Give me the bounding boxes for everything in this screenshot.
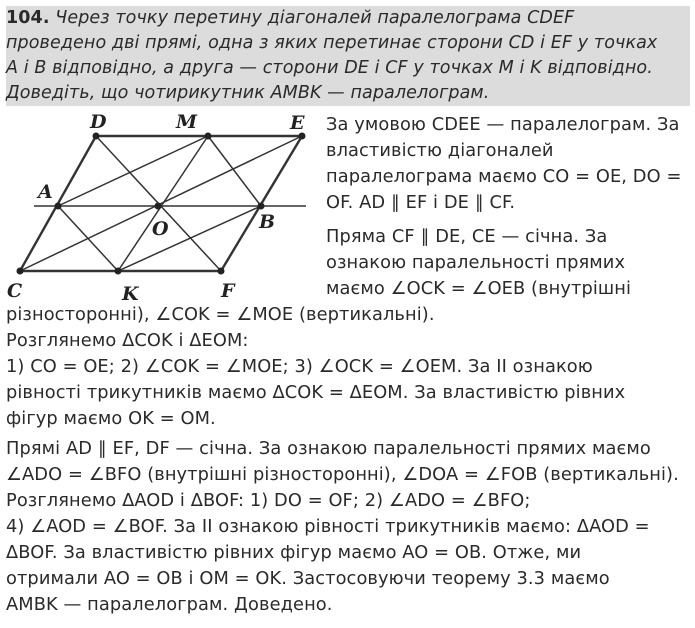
label-a: A	[38, 181, 53, 203]
problem-number: 104.	[6, 8, 50, 28]
problem-line-1: 104. Через точку перетину діагоналей паралелограма CDEF	[6, 8, 575, 28]
point-c	[17, 268, 24, 275]
point-a	[55, 203, 62, 210]
problem-line-4: Доведіть, що чотирикутник AMBK — паралелограм.	[6, 83, 490, 103]
point-d	[93, 133, 100, 140]
parallelogram-figure	[6, 108, 324, 308]
point-o	[155, 203, 162, 210]
solution-line: Пряма CF ∥ DE, CE — січна. За	[326, 226, 608, 247]
solution-line: рівності трикутників маємо ΔCOK = ΔEOM. За властивістю рівних	[6, 382, 626, 403]
problem-line-2: проведено дві прямі, одна з яких перетинає сторони CD і EF у точках	[6, 33, 658, 53]
solution-line: Розглянемо ΔCOK і ΔEOM:	[6, 330, 249, 351]
solution-line: маємо ∠OCK = ∠OEB (внутрішні	[326, 278, 632, 299]
problem-line-3: A і B відповідно, а друга — сторони DE і CF у точках M і K відповідно.	[6, 58, 653, 78]
point-k	[115, 268, 122, 275]
side-mb	[208, 136, 261, 206]
solution-line: 1) CO = OE; 2) ∠COK = ∠MOE; 3) ∠OCK = ∠OEM. За II ознакою	[6, 356, 593, 377]
solution-line: За умовою CDEE — паралелограм. За	[326, 114, 680, 135]
label-o: O	[152, 218, 169, 240]
side-ka	[58, 206, 118, 271]
label-b: B	[259, 211, 276, 233]
solution-line: Розглянемо ΔAOD і ΔBOF: 1) DO = OF; 2) ∠ADO = ∠BFO;	[6, 490, 531, 511]
solution-line: фігур маємо OK = OM.	[6, 408, 216, 429]
point-m	[205, 133, 212, 140]
label-f: F	[221, 280, 235, 302]
solution-line: AMBK — паралелограм. Доведено.	[6, 594, 333, 615]
problem-statement	[6, 6, 690, 106]
point-b	[258, 203, 265, 210]
solution-line: ознакою паралельності прямих	[326, 252, 626, 273]
solution-line: властивістю діагоналей	[326, 140, 554, 161]
label-m: M	[176, 111, 198, 133]
solution-line: OF. AD ∥ EF і DE ∥ CF.	[326, 192, 516, 213]
solution-line: ∠ADO = ∠BFO (внутрішні різносторонні), ∠DOA = ∠FOB (вертикальні).	[6, 464, 679, 485]
solution-line: паралелограма маємо CO = OE, DO =	[326, 166, 682, 187]
solution-line: Прямі AD ∥ EF, DF — січна. За ознакою паралельності прямих маємо	[6, 438, 651, 459]
label-c: C	[7, 280, 23, 302]
solution-line: різносторонні), ∠COK = ∠MOE (вертикальні).	[6, 304, 435, 325]
label-k: K	[122, 283, 139, 305]
solution-line: ΔBOF. За властивістю рівних фігур маємо AO = OB. Отже, ми	[6, 542, 582, 563]
label-d: D	[90, 111, 107, 133]
label-e: E	[290, 112, 305, 134]
solution-line: отримали AO = OB і OM = OK. Застосовуючи теорему 3.3 маємо	[6, 568, 610, 589]
solution-line: 4) ∠AOD = ∠BOF. За II ознакою рівності трикутників маємо: ΔAOD =	[6, 516, 650, 537]
point-f	[218, 268, 225, 275]
